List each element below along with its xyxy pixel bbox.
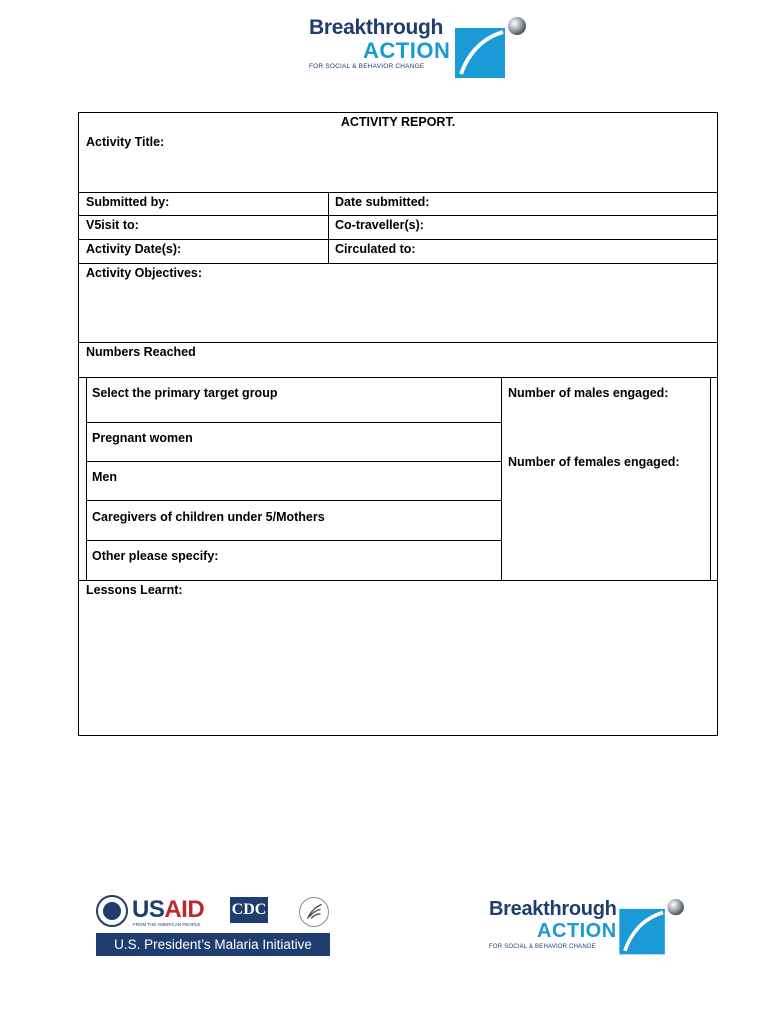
breakthrough-action-logo [309, 16, 529, 82]
row-divider [79, 239, 717, 240]
logo-tagline: FOR SOCIAL & BEHAVIOR CHANGE [309, 63, 425, 70]
pmi-banner: U.S. President’s Malaria Initiative [96, 933, 330, 956]
activity-report-form [78, 112, 718, 736]
co-travellers-label: Co-traveller(s): [335, 218, 424, 232]
logo-word-breakthrough: Breakthrough [309, 16, 444, 39]
row-divider [79, 192, 717, 193]
circulated-to-label: Circulated to: [335, 242, 416, 256]
logo-tagline: FOR SOCIAL & BEHAVIOR CHANGE [489, 944, 596, 950]
numbers-reached-label: Numbers Reached [86, 345, 196, 359]
form-heading: ACTIVITY REPORT. [340, 115, 456, 129]
submitted-by-label: Submitted by: [86, 195, 170, 209]
usaid-logo [132, 896, 204, 924]
target-group-caregivers: Caregivers of children under 5/Mothers [92, 510, 325, 524]
target-group-men: Men [92, 470, 117, 484]
group-divider [86, 461, 501, 462]
usaid-aid: AID [164, 896, 205, 923]
breakthrough-action-logo-footer [489, 898, 689, 958]
target-group-header: Select the primary target group [92, 386, 278, 400]
females-engaged-label: Number of females engaged: [508, 455, 680, 469]
inner-table-right-edge [710, 377, 711, 580]
lessons-learnt-label: Lessons Learnt: [86, 583, 183, 597]
males-engaged-label: Number of males engaged: [508, 386, 669, 400]
partner-logos [96, 893, 330, 957]
row-divider [79, 263, 717, 264]
column-divider [328, 192, 329, 263]
target-group-pregnant-women: Pregnant women [92, 431, 193, 445]
usaid-tagline: FROM THE AMERICAN PEOPLE [133, 922, 201, 927]
activity-title-label: Activity Title: [86, 135, 165, 149]
logo-mark-icon [455, 16, 529, 82]
activity-objectives-label: Activity Objectives: [86, 266, 203, 280]
usaid-seal-icon [96, 895, 128, 927]
row-divider [79, 580, 717, 581]
visit-to-label: V5isit to: [86, 218, 139, 232]
inner-table-divider [501, 377, 502, 580]
target-group-other: Other please specify: [92, 549, 219, 563]
row-divider [79, 342, 717, 343]
date-submitted-label: Date submitted: [335, 195, 430, 209]
cdc-logo: CDC [230, 897, 268, 923]
logo-word-breakthrough: Breakthrough [489, 898, 617, 920]
row-divider [79, 215, 717, 216]
logo-word-action: ACTION [363, 38, 451, 63]
inner-table-left-edge [86, 377, 87, 580]
activity-dates-label: Activity Date(s): [86, 242, 182, 256]
logo-word-action: ACTION [537, 920, 617, 942]
group-divider [86, 422, 501, 423]
group-divider [86, 540, 501, 541]
group-divider [86, 500, 501, 501]
row-divider [79, 377, 717, 378]
usaid-us: US [132, 896, 165, 923]
hhs-eagle-icon [299, 897, 329, 927]
logo-mark-icon [619, 898, 687, 958]
